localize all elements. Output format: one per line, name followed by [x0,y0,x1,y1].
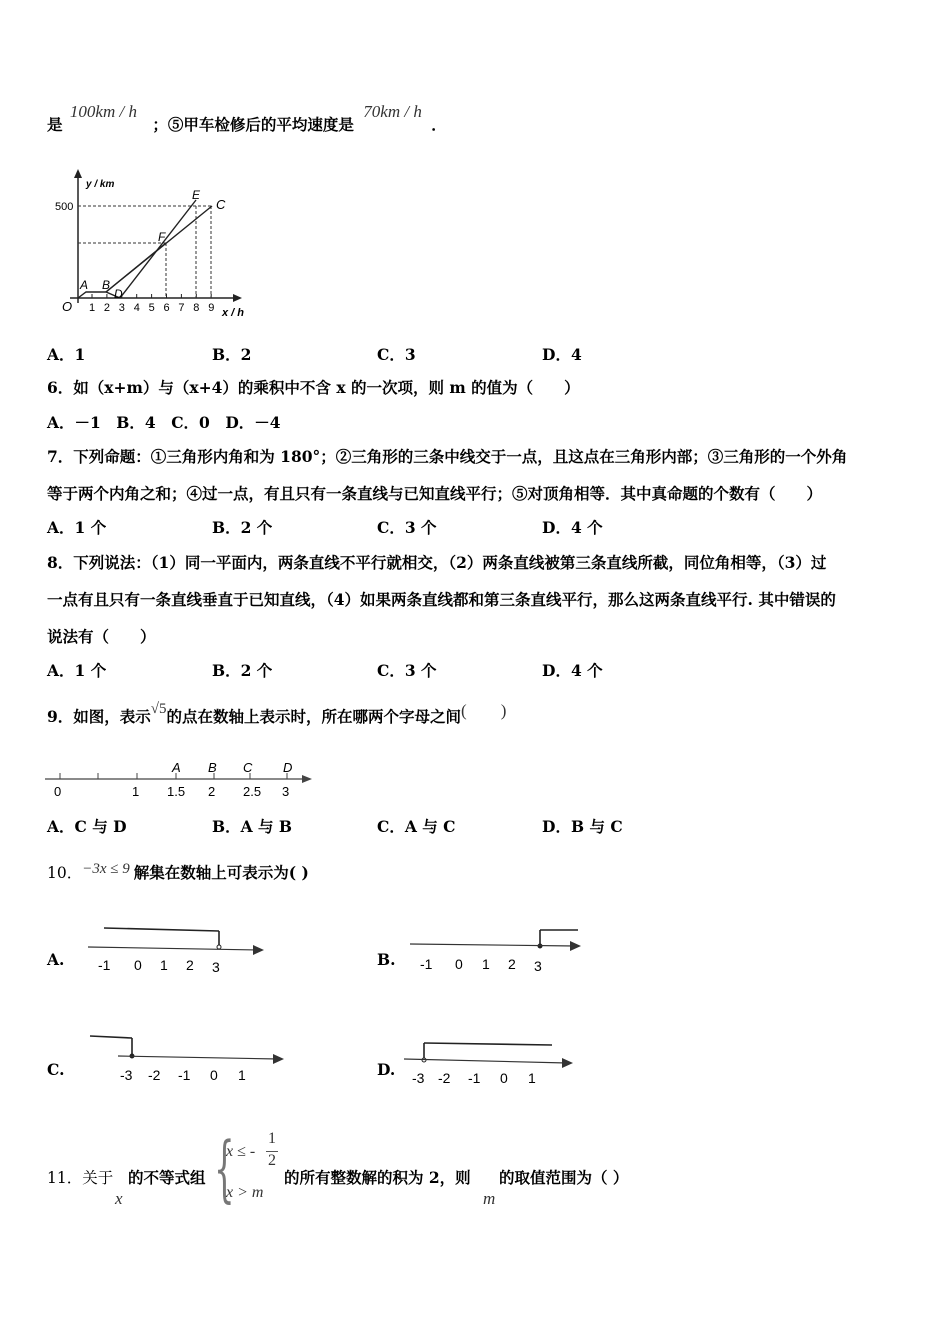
x-tick-label: 5 [148,302,155,314]
b-l4: 2 [508,956,516,972]
x-tick-label: 2 [103,302,111,314]
q7-stem-line1: 7．下列命题：①三角形内角和为 180°；②三角形的三条中线交于一点，且这点在三角形内部；③三角形的一个外角 [47,447,848,466]
q8-option-a[interactable]: A．1 个 [47,661,107,680]
a-l5: 3 [212,959,220,975]
point-e: E [192,188,201,202]
origin-label: O [62,299,73,314]
q9-suffix: 的点在数轴上表示时，所在哪两个字母之间 [166,707,462,726]
car-path-4 [106,243,166,292]
point-c: C [216,197,226,212]
q10-stem [47,863,309,884]
q10-option-c[interactable]: C. [47,1060,65,1079]
q7-option-b[interactable]: B．2 个 [212,518,273,537]
x-axis-label: x / h [222,307,245,319]
q5-option-c[interactable]: C．3 [377,345,416,364]
speed-2: 70km / h [363,102,422,121]
y-tick-500: 500 [55,201,74,213]
d-l4: 0 [500,1070,508,1086]
q7-option-c[interactable]: C．3 个 [377,518,437,537]
q9-option-b[interactable]: B．A 与 B [212,817,293,836]
q5-prefix: 是 [47,115,63,134]
distance-time-graph [50,165,255,325]
q8-stem-line3: 说法有（ ） [47,627,156,646]
c-l2: -2 [148,1067,161,1083]
x-tick-label: 8 [193,302,200,314]
a-l3: 1 [160,957,168,973]
q9-option-d[interactable]: D．B 与 C [542,817,623,836]
x-tick-label: 1 [89,302,96,314]
nl-3: 3 [282,784,290,799]
q10-graph-c[interactable] [88,1030,293,1086]
a-l4: 2 [186,957,194,973]
q11-var-m: m [483,1189,496,1208]
c-l4: 0 [210,1067,218,1083]
q10-option-a[interactable]: A. [47,950,65,969]
x-tick-label: 4 [133,302,140,314]
d-l3: -1 [468,1070,481,1086]
q5-mid: ；⑤甲车检修后的平均速度是 [152,115,354,134]
y-axis-label: y / km [86,179,115,190]
q11-suffix: 的取值范围为（ ） [499,1168,629,1187]
q5-option-b[interactable]: B．2 [212,345,252,364]
nl-2-5: 2.5 [243,784,262,799]
nl-2: 2 [208,784,216,799]
q8-option-b[interactable]: B．2 个 [212,661,273,680]
q8-option-c[interactable]: C．3 个 [377,661,437,680]
q10-inequality: −3x ≤ 9 [82,861,130,877]
point-f: F [158,230,166,244]
q10-graph-a[interactable] [88,922,268,980]
c-l3: -1 [178,1067,191,1083]
x-tick-label: 6 [163,302,170,314]
c-l1: -3 [120,1067,133,1083]
d-l2: -2 [438,1070,451,1086]
a-l2: 0 [134,957,142,973]
q11-prefix: 11．关于 [47,1169,114,1187]
q11-mid2: 的所有整数解的积为 2，则 [284,1168,471,1187]
q7-stem-line2: 等于两个内角之和；④过一点，有且只有一条直线与已知直线平行；⑤对顶角相等．其中真命题的个数有（ ） [47,484,823,503]
q10-prefix: 10． [47,864,83,882]
b-l1: -1 [420,956,433,972]
point-d: D [114,287,123,301]
nl-letter-a: A [172,760,181,775]
q9-option-a[interactable]: A．C 与 D [47,817,127,836]
a-l1: -1 [98,957,111,973]
q10-suffix: 解集在数轴上可表示为( ) [133,863,309,882]
q9-prefix: 9．如图，表示 [47,707,151,726]
q11-var-x: x [115,1189,123,1208]
inequality-system: { x ≤ - 1 2 x > m [214,1126,276,1210]
nl-letter-b: B [208,760,217,775]
q11-mid: 的不等式组 [128,1168,206,1187]
q9-option-c[interactable]: C．A 与 C [377,817,456,836]
q6-stem: 6．如（x+m）与（x+4）的乘积中不含 x 的一次项，则 m 的值为（ ） [47,378,580,397]
d-l1: -3 [412,1070,425,1086]
speed-1: 100km / h [69,102,137,121]
x-tick-label: 3 [118,302,125,314]
point-a: A [80,278,89,292]
q5-option-d[interactable]: D．4 [542,345,582,364]
q10-option-b[interactable]: B. [377,950,396,969]
q10-graph-b[interactable] [410,922,590,980]
x-axis-arrow [233,294,242,302]
q10-graph-d[interactable] [402,1036,582,1090]
frac-num: 1 [268,1130,276,1147]
nl-1: 1 [132,784,140,799]
c-l5: 1 [238,1067,246,1083]
d-l5: 1 [528,1070,536,1086]
point-b: B [102,278,111,292]
q11-stem [47,1168,113,1188]
q6-options[interactable]: A．－1 B．4 C．0 D．－4 [47,413,281,432]
ineq-line2: x > m [226,1184,264,1201]
b-l2: 0 [455,956,463,972]
q5-end: ． [431,115,447,134]
nl-0: 0 [54,784,62,799]
x-tick-label: 7 [178,302,185,314]
x-tick-label: 9 [208,302,215,314]
q9-number-line [40,755,320,803]
q7-option-d[interactable]: D．4 个 [542,518,603,537]
q5-tail-line [47,102,447,135]
q8-stem-line2: 一点有且只有一条直线垂直于已知直线，（4）如果两条直线都和第三条直线平行，那么这两条直线平行. 其中错误的 [47,590,836,609]
nl-letter-d: D [283,760,293,775]
q7-option-a[interactable]: A．1 个 [47,518,107,537]
q10-option-d[interactable]: D. [377,1060,396,1079]
q8-stem-line1: 8．下列说法：（1）同一平面内，两条直线不平行就相交，（2）两条直线被第三条直线所截，同位角相等，（3）过 [47,553,827,572]
q9-stem [47,701,507,728]
ineq-line1: x ≤ - [226,1143,256,1160]
nl-letter-c: C [243,760,253,775]
q9-paren: ( ) [461,701,507,720]
q5-option-a[interactable]: A．1 [47,345,86,364]
sqrt-5: √5 [150,701,167,717]
frac-den: 2 [268,1152,276,1169]
y-axis-arrow [74,169,82,178]
nl-1-5: 1.5 [167,784,186,799]
b-l5: 3 [534,958,542,974]
b-l3: 1 [482,956,490,972]
q8-option-d[interactable]: D．4 个 [542,661,603,680]
